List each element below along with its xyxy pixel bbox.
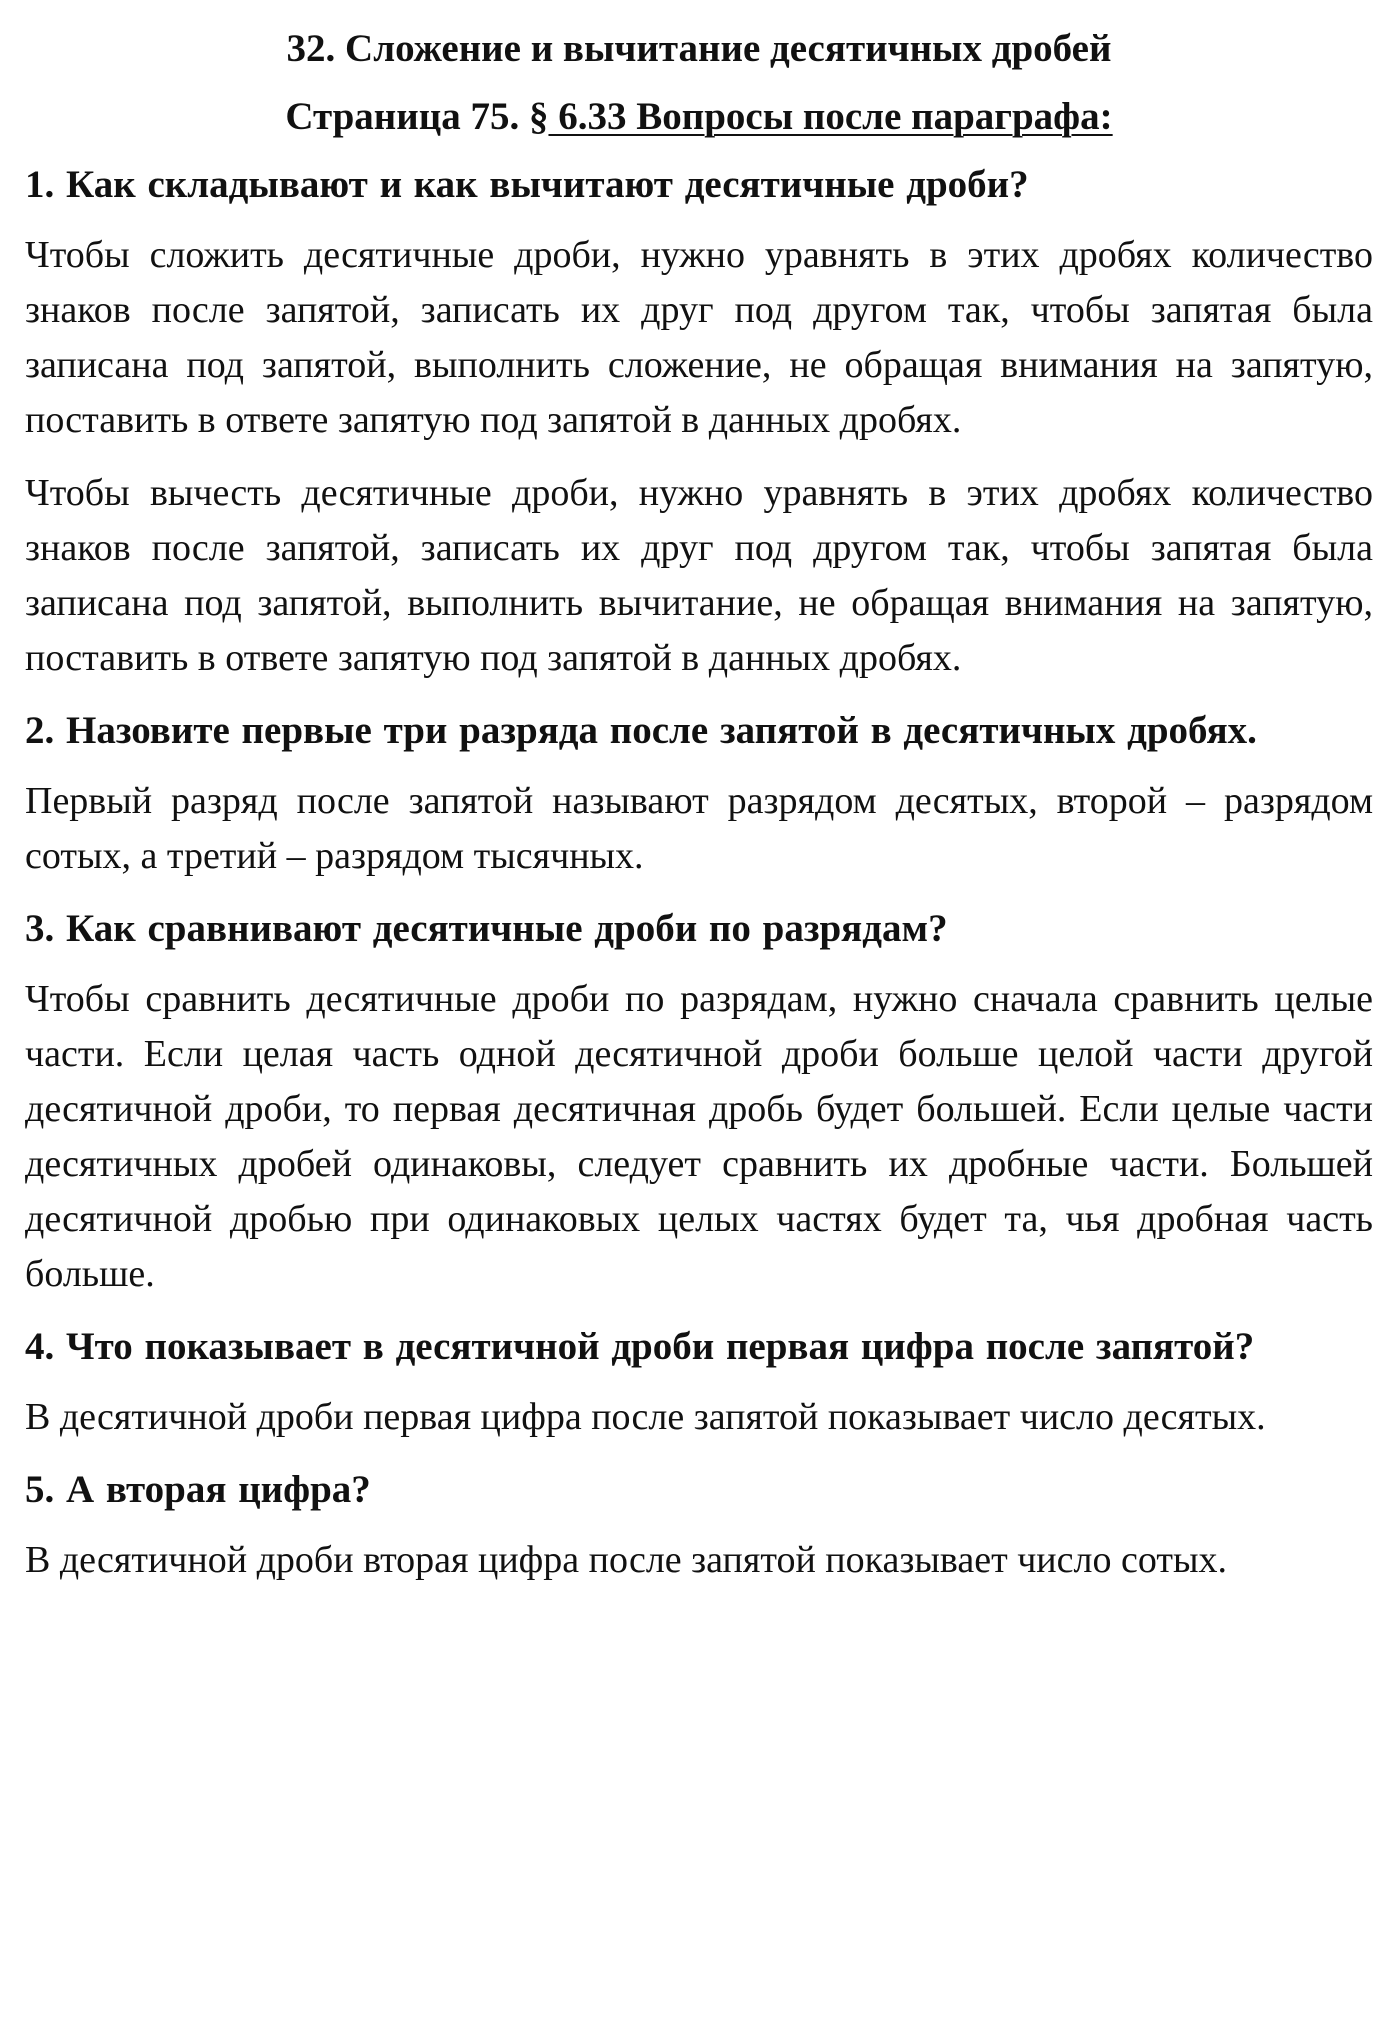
subtitle-underlined: 6.33 Вопросы после параграфа:	[548, 95, 1113, 138]
answer-paragraph: В десятичной дроби вторая цифра после запятой показывает число сотых.	[25, 1539, 1227, 1581]
question-heading: 3. Как сравнивают десятичные дроби по разрядам?	[25, 907, 948, 950]
question-heading: 1. Как складывают и как вычитают десятичные дроби?	[25, 163, 1029, 206]
answer-paragraph: Чтобы сложить десятичные дроби, нужно уравнять в этих дробях количество знаков после запятой, записать их друг под другом так, чтобы запятая была записана под запятой, выполнить сложение, не обращая внимания на запятую, поставить в ответе запятую под запятой в данных дробях.	[25, 234, 1373, 441]
document-page	[25, 22, 1373, 1606]
question-block-5	[25, 1463, 1373, 1588]
question-block-3	[25, 902, 1373, 1302]
answer-paragraph: В десятичной дроби первая цифра после запятой показывает число десятых.	[25, 1396, 1266, 1438]
page-title: 32. Сложение и вычитание десятичных дробей	[286, 27, 1112, 70]
question-heading: 5. А вторая цифра?	[25, 1468, 371, 1511]
question-block-1	[25, 158, 1373, 686]
page-subtitle	[25, 90, 1373, 144]
question-block-4	[25, 1320, 1373, 1445]
question-heading: 4. Что показывает в десятичной дроби первая цифра после запятой?	[25, 1325, 1255, 1368]
answer-paragraph: Чтобы вычесть десятичные дроби, нужно уравнять в этих дробях количество знаков после запятой, записать их друг под другом так, чтобы запятая была записана под запятой, выполнить вычитание, не обращая внимания на запятую, поставить в ответе запятую под запятой в данных дробях.	[25, 472, 1373, 679]
question-heading: 2. Назовите первые три разряда после запятой в десятичных дробях.	[25, 709, 1257, 752]
question-block-2	[25, 704, 1373, 884]
answer-paragraph: Чтобы сравнить десятичные дроби по разрядам, нужно сначала сравнить целые части. Если целая часть одной десятичной дроби больше целой части другой десятичной дроби, то первая десятичная дробь будет большей. Если целые части десятичных дробей одинаковы, следует сравнить их дробные части. Большей десятичной дробью при одинаковых целых частях будет та, чья дробная часть больше.	[25, 978, 1373, 1295]
answer-paragraph: Первый разряд после запятой называют разрядом десятых, второй – разрядом сотых, а третий – разрядом тысячных.	[25, 780, 1373, 877]
subtitle-prefix: Страница 75. §	[285, 95, 549, 138]
